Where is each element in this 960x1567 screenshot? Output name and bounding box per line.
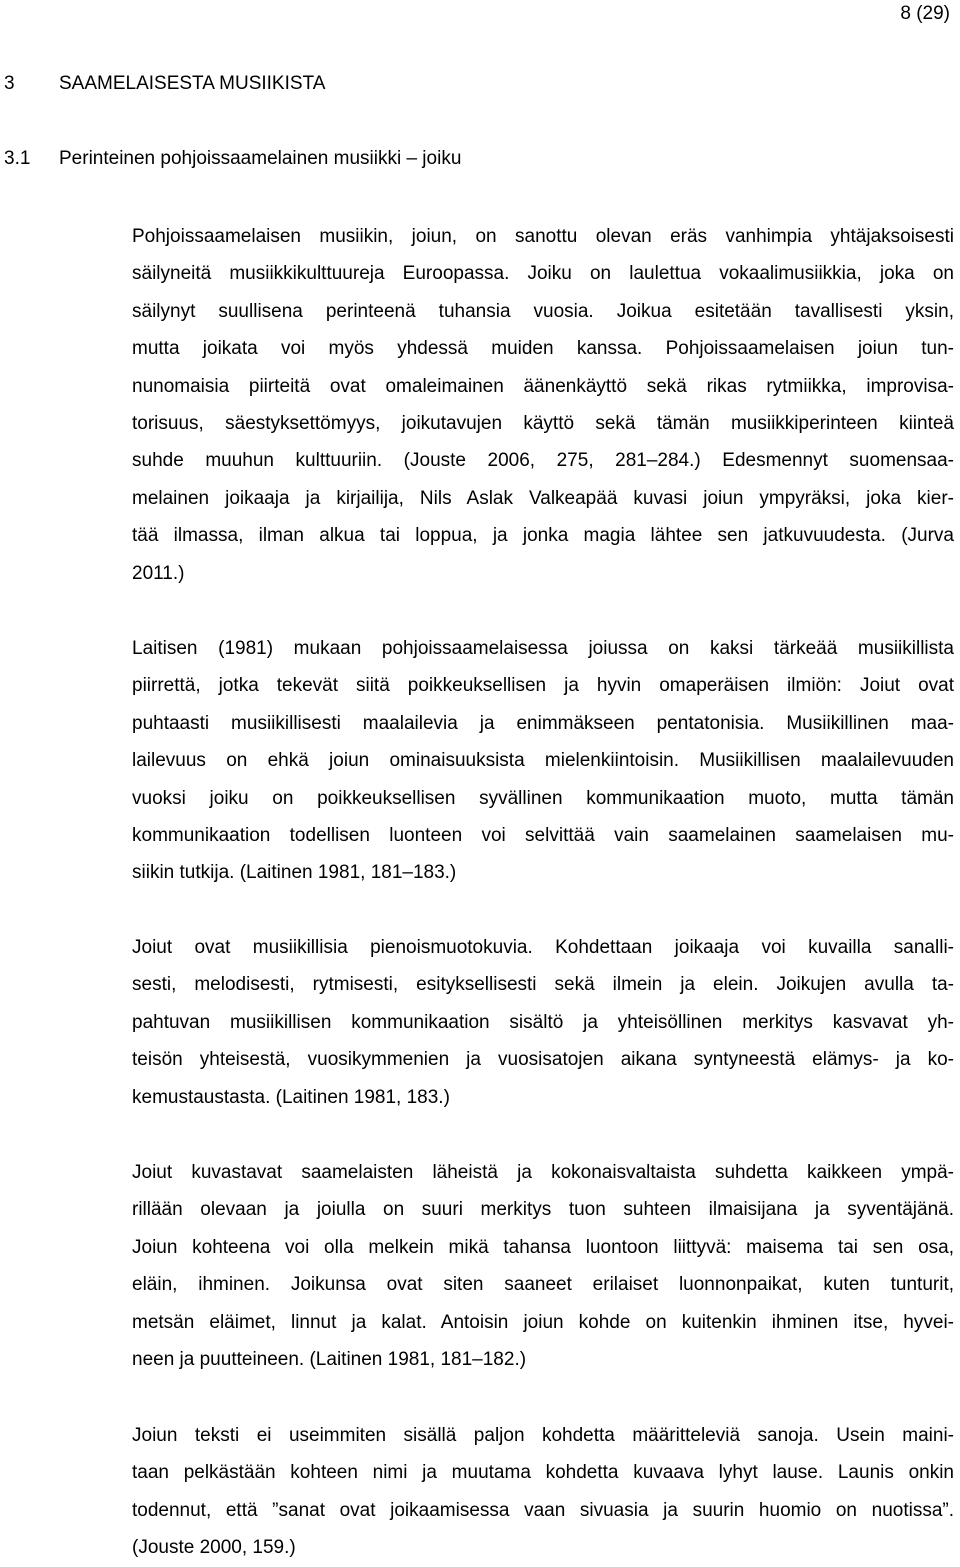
paragraph [132,1417,954,1567]
paragraph-line: piirrettä, jotka tekevät siitä poikkeuksellisen ja hyvin omaperäisen ilmiön: Joiut ovat [132,675,954,697]
paragraph-line: suhde muuhun kulttuuriin. (Jouste 2006, 275, 281–284.) Edesmennyt suomensaa- [132,450,954,472]
section-number: 3 [4,73,15,94]
paragraph-line: tää ilmassa, ilman alkua tai loppua, ja jonka magia lähtee sen jatkuvuudesta. (Jurva [132,525,954,547]
paragraph-line: sesti, melodisesti, rytmisesti, esityksellisesti sekä ilmein ja elein. Joikujen avulla ta- [132,974,954,996]
paragraph-line: puhtaasti musiikillisesti maalailevia ja enimmäkseen pentatonisia. Musiikillinen maa- [132,712,954,734]
page-number: 8 (29) [900,3,950,24]
paragraph-line: metsän eläimet, linnut ja kalat. Antoisin joiun kohde on kuitenkin ihminen itse, hyvei- [132,1311,954,1333]
paragraph-line: nunomaisia piirteitä ovat omaleimainen äänenkäyttö sekä rikas rytmiikka, improvisa- [132,375,954,397]
paragraph-line: neen ja puutteineen. (Laitinen 1981, 181–182.) [132,1349,527,1371]
paragraph-line: kommunikaation todellisen luonteen voi selvittää vain saamelainen saamelaisen mu- [132,825,954,847]
paragraph-line: taan pelkästään kohteen nimi ja muutama kohdetta kuvaava lyhyt lause. Launis onkin [132,1462,954,1484]
paragraph-line: lailevuus on ehkä joiun ominaisuuksista mielenkiintoisin. Musiikillisen maalailevuuden [132,750,954,772]
paragraph-line: teisön yhteisestä, vuosikymmenien ja vuosisatojen aikana syntyneestä elämys- ja ko- [132,1049,954,1071]
paragraph-line: kemustaustasta. (Laitinen 1981, 183.) [132,1086,450,1108]
paragraph-line: siikin tutkija. (Laitinen 1981, 181–183.) [132,862,457,884]
paragraph [132,630,954,892]
paragraph-line: 2011.) [132,562,185,584]
paragraph-line: rillään olevaan ja joiulla on suuri merkitys tuon suhteen ilmaisijana ja syventäjänä. [132,1199,954,1221]
paragraph-line: Pohjoissaamelaisen musiikin, joiun, on sanottu olevan eräs vanhimpia yhtäjaksoisesti [132,226,954,247]
paragraph-line: eläin, ihminen. Joikunsa ovat siten saaneet erilaiset luonnonpaikat, kuten tunturit, [132,1274,954,1296]
paragraph-line: pahtuvan musiikillisen kommunikaation sisältö ja yhteisöllinen merkitys kasvavat yh- [132,1011,954,1033]
paragraph-line: melainen joikaaja ja kirjailija, Nils Aslak Valkeapää kuvasi joiun ympyräksi, joka kier- [132,487,954,509]
paragraph-line: säilyneitä musiikkikulttuureja Euroopassa. Joiku on laulettua vokaalimusiikkia, joka on [132,263,954,285]
subsection-number: 3.1 [4,148,31,169]
paragraph-line: todennut, että ”sanat ovat joikaamisessa vaan sivuasia ja suurin huomio on nuotissa”. [132,1499,954,1521]
paragraph-line: vuoksi joiku on poikkeuksellisen syvällinen kommunikaation muoto, mutta tämän [132,787,954,809]
paragraph-line: Joiut kuvastavat saamelaisten läheistä ja kokonaisvaltaista suhdetta kaikkeen ympä- [132,1162,954,1183]
paragraph-line: Joiun kohteena voi olla melkein mikä tahansa luontoon liittyvä: maisema tai sen osa, [132,1236,954,1258]
paragraph-line: säilynyt suullisena perinteenä tuhansia vuosia. Joikua esitetään tavallisesti yksin, [132,300,954,322]
paragraph-line: Joiun teksti ei useimmiten sisällä paljon kohdetta määritteleviä sanoja. Usein maini- [132,1425,954,1446]
paragraph-line: torisuus, säestyksettömyys, joikutavujen käyttö sekä tämän musiikkiperinteen kiinteä [132,413,954,435]
subsection-title: Perinteinen pohjoissaamelainen musiikki – joiku [59,148,462,169]
paragraph-line: Joiut ovat musiikillisia pienoismuotokuvia. Kohdettaan joikaaja voi kuvailla sanalli- [132,937,954,958]
paragraph [132,929,954,1116]
paragraph-line: (Jouste 2000, 159.) [132,1537,296,1559]
paragraph-line: mutta joikata voi myös yhdessä muiden kanssa. Pohjoissaamelaisen joiun tun- [132,338,954,360]
subsection-heading [4,147,461,171]
section-title: SAAMELAISESTA MUSIIKISTA [59,73,326,94]
paragraph [132,218,954,592]
paragraph [132,1154,954,1378]
paragraph-line: Laitisen (1981) mukaan pohjoissaamelaisessa joiussa on kaksi tärkeää musiikillista [132,638,954,659]
section-heading [4,72,325,96]
